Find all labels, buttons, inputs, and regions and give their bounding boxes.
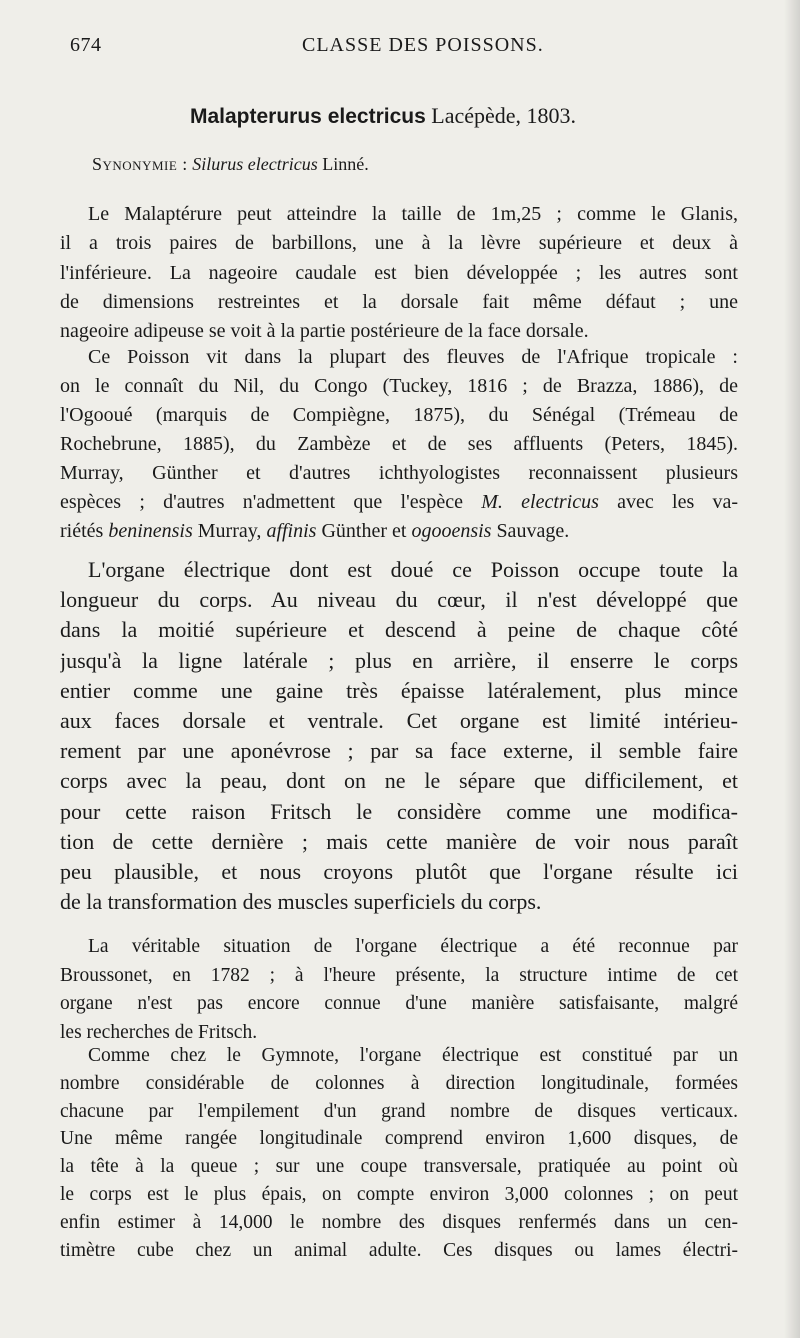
paragraph-line: enfin estimer à 14,000 le nombre des disques renfermés dans un cen-	[60, 1211, 738, 1233]
paragraph-line: l'Ogooué (marquis de Compiègne, 1875), du Sénégal (Trémeau de	[60, 404, 738, 426]
paragraph-line: peu plausible, et nous croyons plutôt que l'organe résulte ici	[60, 859, 738, 885]
paragraph-line: aux faces dorsale et ventrale. Cet organe est limité intérieu-	[60, 708, 738, 734]
paragraph-4	[60, 933, 738, 1048]
paragraph-line: Le Malaptérure peut atteindre la taille de 1m,25 ; comme le Glanis,	[88, 203, 738, 225]
paragraph-line: La véritable situation de l'organe électrique a été reconnue par	[88, 936, 738, 957]
paragraph-line: dans la moitié supérieure et descend à peine de chaque côté	[60, 617, 738, 643]
paragraph-line: nombre considérable de colonnes à direction longitudinale, formées	[60, 1072, 738, 1094]
paragraph-line	[60, 488, 738, 517]
paragraph-line: L'organe électrique dont est doué ce Poisson occupe toute la	[88, 557, 738, 582]
paragraph-line: de dimensions restreintes et la dorsale fait même défaut ; une	[60, 290, 738, 313]
page-number: 674	[70, 34, 102, 56]
paragraph-line: l'inférieure. La nageoire caudale est bien développée ; les autres sont	[60, 261, 738, 284]
paragraph-line	[60, 517, 738, 546]
section-title	[190, 103, 576, 129]
paragraph-line: il a trois paires de barbillons, une à la lèvre supérieure et deux à	[60, 232, 738, 255]
paragraph-2	[60, 343, 738, 546]
paragraph-line: Broussonet, en 1782 ; à l'heure présente, la structure intime de cet	[60, 964, 738, 986]
paragraph-line: longueur du corps. Au niveau du cœur, il n'est développé que	[60, 587, 738, 613]
italic-variety: ogooensis	[411, 520, 492, 542]
paragraph-line: on le connaît du Nil, du Congo (Tuckey, 1816 ; de Brazza, 1886), de	[60, 375, 738, 397]
title-species: Malapterurus electricus	[190, 105, 426, 128]
page-edge-shadow	[784, 0, 800, 1338]
paragraph-5	[60, 1042, 738, 1264]
paragraph-line: Comme chez le Gymnote, l'organe électrique est constitué par un	[88, 1045, 738, 1066]
paragraph-line: timètre cube chez un animal adulte. Ces disques ou lames électri-	[60, 1239, 738, 1261]
paragraph-line: rement par une aponévrose ; par sa face externe, il semble faire	[60, 738, 738, 764]
running-head: CLASSE DES POISSONS.	[302, 34, 544, 56]
text-run: Günther et	[321, 520, 407, 542]
paragraph-line: Ce Poisson vit dans la plupart des fleuves de l'Afrique tropicale :	[88, 346, 738, 368]
paragraph-line: le corps est le plus épais, on compte environ 3,000 colonnes ; on peut	[60, 1183, 738, 1205]
italic-variety: beninensis	[108, 520, 193, 542]
paragraph-line: pour cette raison Fritsch le considère comme une modifica-	[60, 798, 738, 824]
paragraph-line: tion de cette dernière ; mais cette manière de voir nous paraît	[60, 828, 738, 854]
synonymy-species: Silurus electricus	[192, 154, 318, 174]
paragraph-line: organe n'est pas encore connue d'une manière satisfaisante, malgré	[60, 993, 738, 1015]
paragraph-line: chacune par l'empilement d'un grand nombre de disques verticaux.	[60, 1100, 738, 1122]
title-author-year: Lacépède, 1803.	[431, 103, 577, 128]
paragraph-line: corps avec la peau, dont on ne le sépare que difficilement, et	[60, 768, 738, 794]
paragraph-line: Rochebrune, 1885), du Zambèze et de ses affluents (Peters, 1845).	[60, 433, 738, 455]
paragraph-line: Murray, Günther et d'autres ichthyologistes reconnaissent plusieurs	[60, 462, 738, 484]
text-run: Sauvage.	[496, 520, 570, 542]
italic-species: M. electricus	[481, 491, 599, 513]
paragraph-1	[60, 200, 738, 346]
paragraph-line: Une même rangée longitudinale comprend environ 1,600 disques, de	[60, 1128, 738, 1150]
page-header	[70, 34, 760, 64]
text-run: espèces ; d'autres n'admettent que l'espèce	[60, 491, 463, 513]
paragraph-line: nageoire adipeuse se voit à la partie postérieure de la face dorsale.	[60, 320, 589, 343]
paragraph-line: jusqu'à la ligne latérale ; plus en arrière, il enserre le corps	[60, 647, 738, 673]
paragraph-line: de la transformation des muscles superficiels du corps.	[60, 889, 542, 915]
synonymy-line	[92, 154, 369, 175]
paragraph-line: les recherches de Fritsch.	[60, 1022, 258, 1044]
paragraph-line: entier comme une gaine très épaisse latéralement, plus mince	[60, 677, 738, 703]
synonymy-author: Linné.	[322, 154, 369, 174]
text-run: riétés	[60, 520, 104, 542]
text-run: Murray,	[197, 520, 262, 542]
paragraph-line: la tête à la queue ; sur une coupe transversale, pratiquée au point où	[60, 1156, 738, 1178]
paragraph-3	[60, 555, 738, 917]
italic-variety: affinis	[266, 520, 317, 542]
text-run: avec les va-	[617, 491, 738, 513]
synonymy-label: Synonymie :	[92, 154, 188, 174]
